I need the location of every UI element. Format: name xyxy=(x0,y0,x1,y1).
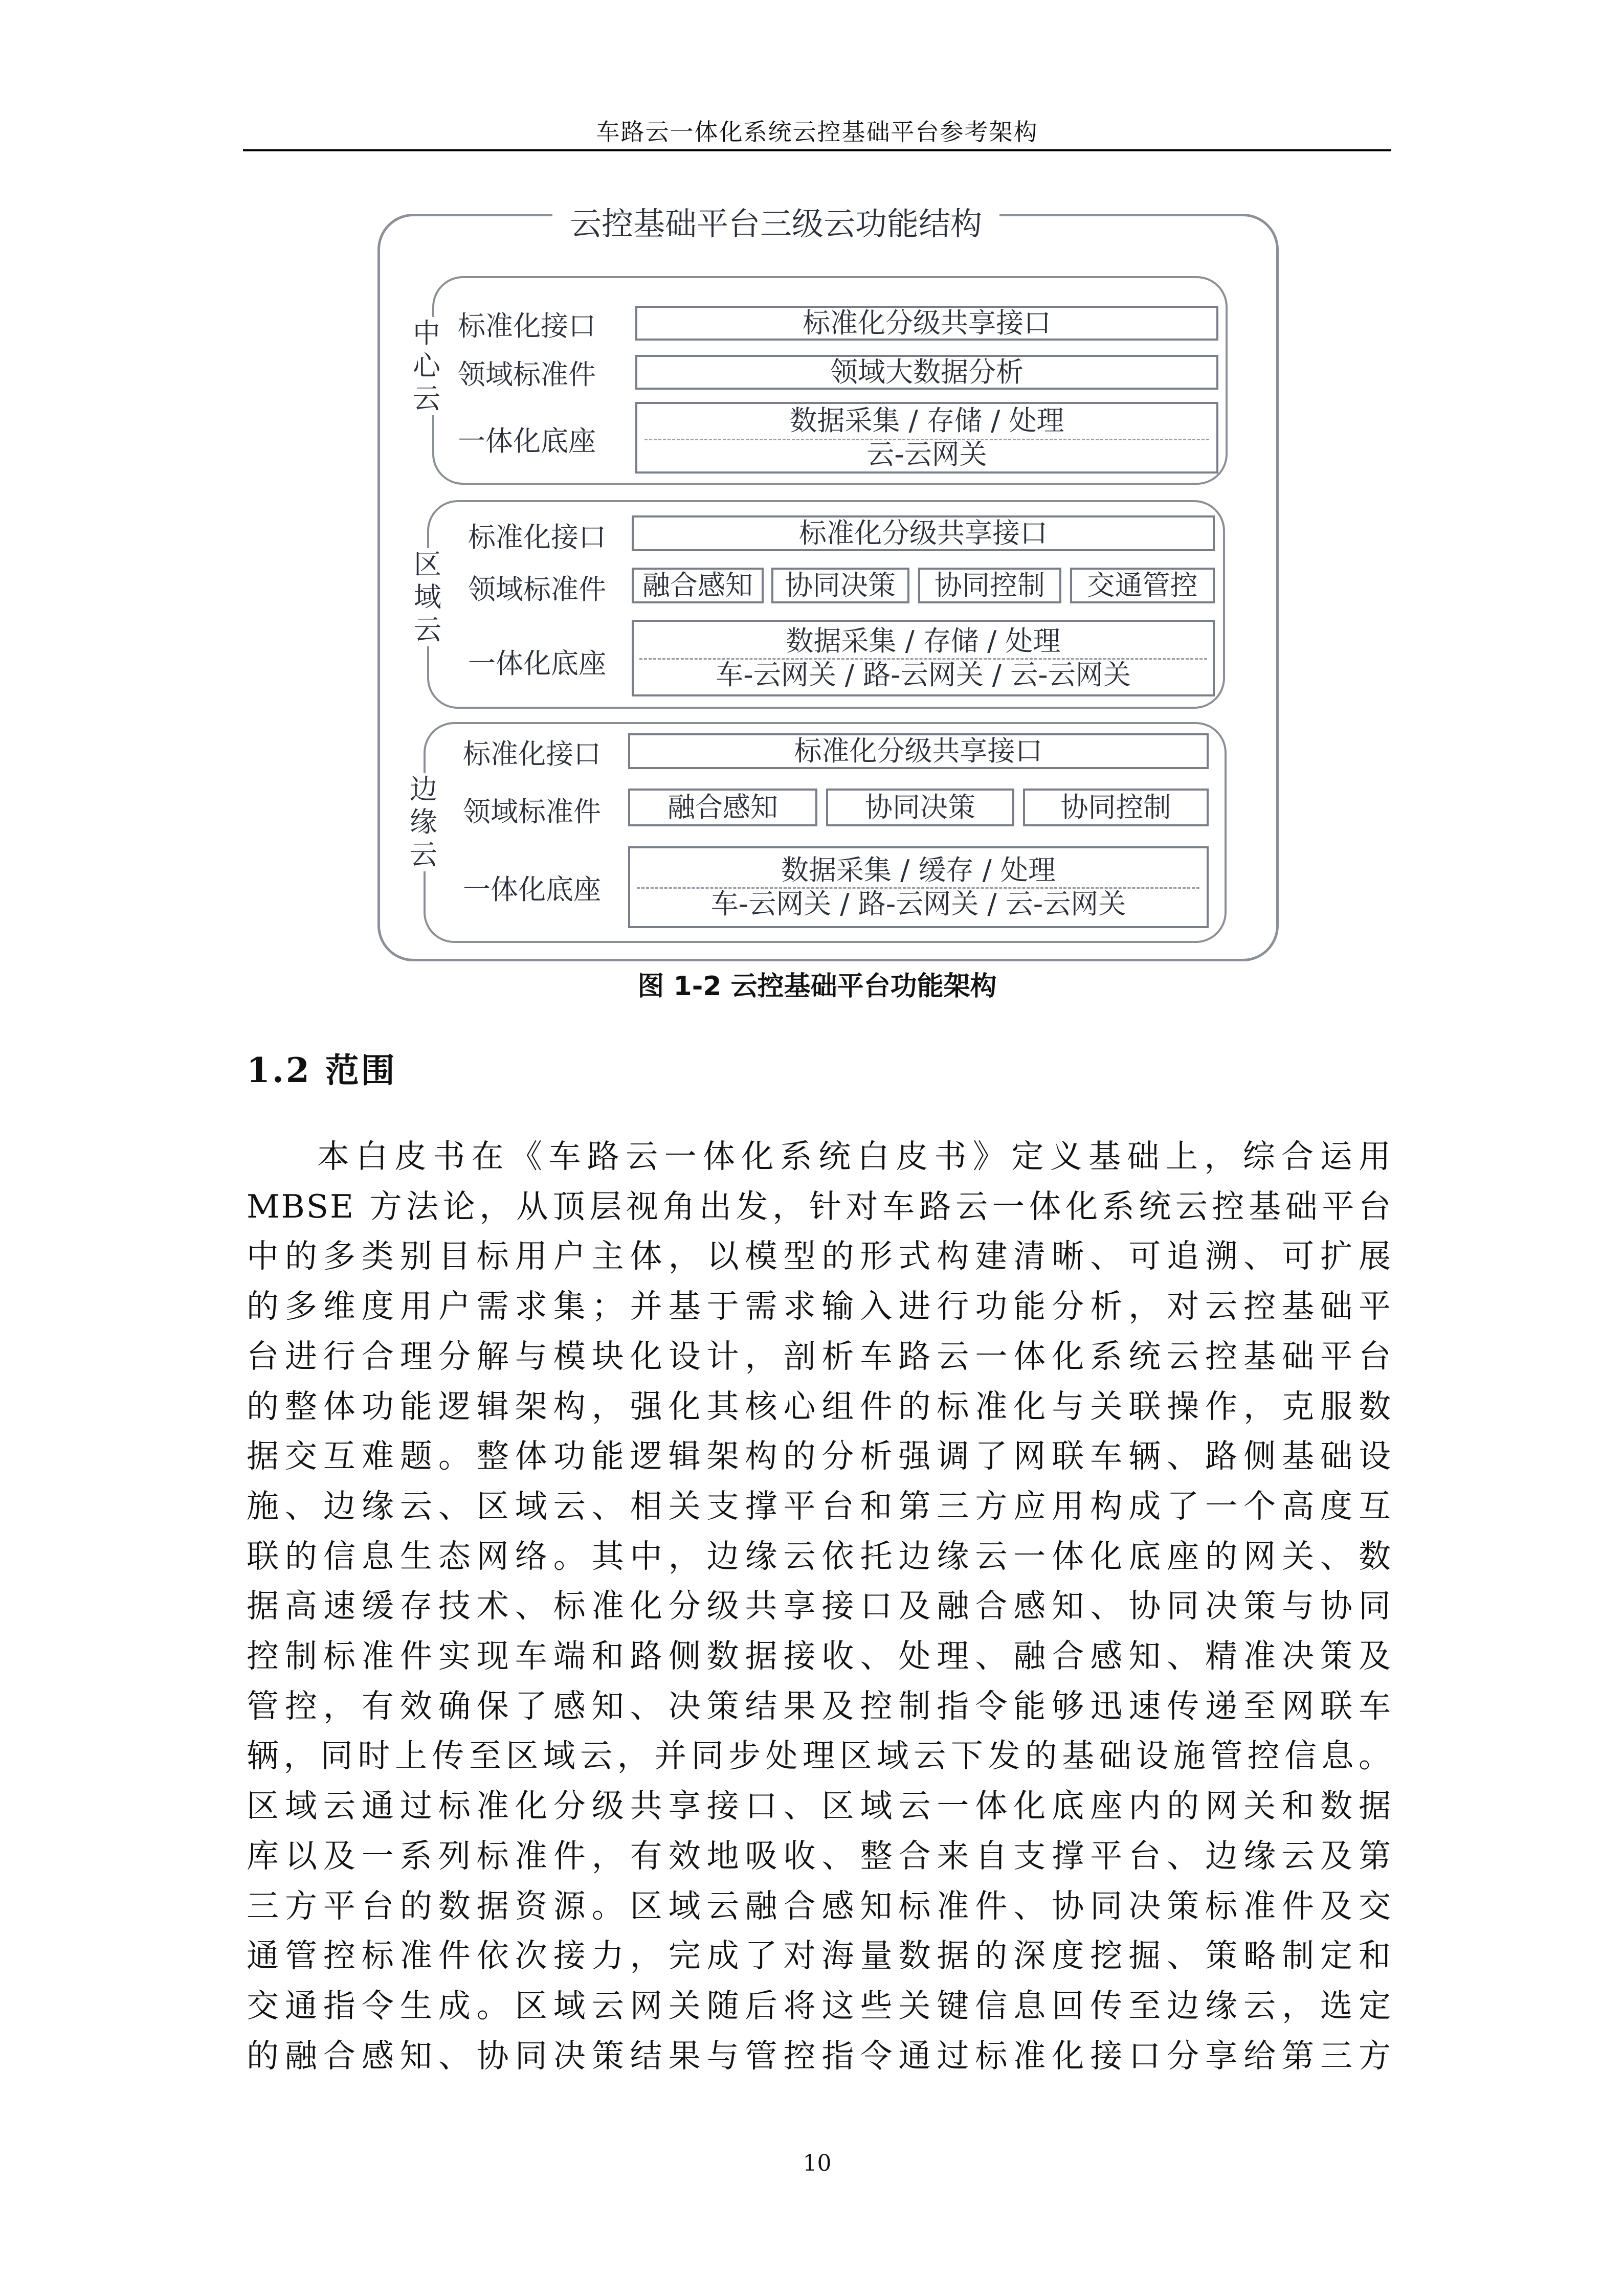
row-label: 一体化底座 xyxy=(468,647,606,680)
body-line: 联的信息生态网络。其中，边缘云依托边缘云一体化底座的网关、数 xyxy=(247,1537,1392,1575)
box-text: 协同决策 xyxy=(865,791,975,823)
row-box xyxy=(632,515,1215,551)
dashed-divider xyxy=(644,439,1209,440)
body-line: 控制标准件实现车端和路侧数据接收、处理、融合感知、精准决策及 xyxy=(247,1637,1392,1675)
body-line: 的融合感知、协同决策结果与管控指令通过标准化接口分享给第三方 xyxy=(247,2037,1392,2075)
row-label: 标准化接口 xyxy=(468,521,606,553)
row-box xyxy=(635,306,1218,341)
running-header: 车路云一体化系统云控基础平台参考架构 xyxy=(596,118,1038,146)
body-paragraph xyxy=(247,1132,1392,2081)
row-label: 领域标准件 xyxy=(463,796,601,828)
row-label: 标准化接口 xyxy=(463,738,601,770)
tier-name-edge-cloud xyxy=(409,773,438,871)
row-box xyxy=(632,568,764,603)
row-box xyxy=(628,733,1209,769)
header-rule xyxy=(243,149,1391,151)
box-text: 标准化分级共享接口 xyxy=(794,735,1043,767)
row-label: 标准化接口 xyxy=(458,310,596,342)
body-line: 管控，有效确保了感知、决策结果及控制指令能够迅速传递至网联车 xyxy=(247,1687,1392,1725)
box-text: 交通管控 xyxy=(1087,569,1198,601)
diagram-title: 云控基础平台三级云功能结构 xyxy=(552,198,999,244)
row-label: 领域标准件 xyxy=(468,573,606,605)
box-text: 协同控制 xyxy=(1060,791,1171,823)
row-label: 一体化底座 xyxy=(463,873,601,906)
row-box xyxy=(628,789,817,826)
body-line: 施、边缘云、区域云、相关支撑平台和第三方应用构成了一个高度互 xyxy=(247,1487,1392,1525)
box-text-line: 云-云网关 xyxy=(866,438,987,470)
box-text: 领域大数据分析 xyxy=(830,356,1024,388)
body-line: 据高速缓存技术、标准化分级共享接口及融合感知、协同决策与协同 xyxy=(247,1587,1392,1625)
row-label: 一体化底座 xyxy=(458,425,596,457)
box-text: 融合感知 xyxy=(668,791,778,823)
box-text-line: 车-云网关 / 路-云网关 / 云-云网关 xyxy=(716,659,1131,691)
box-text-line: 数据采集 / 存储 / 处理 xyxy=(786,625,1061,657)
tier-name-text: 区域云 xyxy=(414,548,441,646)
tier-name-text: 中心云 xyxy=(413,317,440,415)
box-text-line: 车-云网关 / 路-云网关 / 云-云网关 xyxy=(710,888,1126,920)
body-line: 区域云通过标准化分级共享接口、区域云一体化底座内的网关和数据 xyxy=(247,1787,1392,1825)
row-label: 领域标准件 xyxy=(458,358,596,391)
body-line: 辆，同时上传至区域云，并同步处理区域云下发的基础设施管控信息。 xyxy=(247,1737,1392,1775)
body-line: 本白皮书在《车路云一体化系统白皮书》定义基础上，综合运用 xyxy=(317,1138,1392,1175)
box-text: 协同控制 xyxy=(935,569,1045,601)
box-text: 协同决策 xyxy=(785,569,896,601)
tier-name-center-cloud xyxy=(412,317,441,415)
box-text: 标准化分级共享接口 xyxy=(799,517,1048,549)
dashed-divider xyxy=(639,658,1207,660)
page-number: 10 xyxy=(803,2150,832,2176)
box-text: 融合感知 xyxy=(642,569,753,601)
body-line: 据交互难题。整体功能逻辑架构的分析强调了网联车辆、路侧基础设 xyxy=(247,1437,1392,1475)
row-box xyxy=(635,402,1218,474)
body-line: 通管控标准件依次接力，完成了对海量数据的深度挖掘、策略制定和 xyxy=(247,1937,1392,1975)
box-text-line: 数据采集 / 缓存 / 处理 xyxy=(781,854,1056,886)
body-line: 三方平台的数据资源。区域云融合感知标准件、协同决策标准件及交 xyxy=(247,1887,1392,1925)
body-line: 交通指令生成。区域云网关随后将这些关键信息回传至边缘云，选定 xyxy=(247,1987,1392,2024)
body-line: 台进行合理分解与模块化设计，剖析车路云一体化系统云控基础平台 xyxy=(247,1337,1392,1375)
row-box xyxy=(826,789,1014,826)
body-line: 库以及一系列标准件，有效地吸收、整合来自支撑平台、边缘云及第 xyxy=(247,1837,1392,1875)
tier-name-text: 边缘云 xyxy=(410,773,437,871)
dashed-divider xyxy=(637,887,1199,889)
tier-name-regional-cloud xyxy=(413,548,442,646)
row-box xyxy=(771,568,909,603)
box-text-line: 数据采集 / 存储 / 处理 xyxy=(789,404,1064,437)
box-text: 标准化分级共享接口 xyxy=(803,307,1051,339)
body-line: 的整体功能逻辑架构，强化其核心组件的标准化与关联操作，克服数 xyxy=(247,1387,1392,1425)
row-box xyxy=(1070,568,1215,603)
body-line: 中的多类别目标用户主体，以模型的形式构建清晰、可追溯、可扩展 xyxy=(247,1237,1392,1275)
row-box xyxy=(635,355,1218,390)
section-title: 1.2 范围 xyxy=(247,1050,397,1090)
row-box xyxy=(1023,789,1209,826)
body-line: MBSE 方法论，从顶层视角出发，针对车路云一体化系统云控基础平台 xyxy=(247,1187,1392,1225)
body-line: 的多维度用户需求集；并基于需求输入进行功能分析，对云控基础平 xyxy=(247,1288,1392,1325)
figure-caption: 图 1-2 云控基础平台功能架构 xyxy=(637,971,997,1002)
row-box xyxy=(918,568,1061,603)
